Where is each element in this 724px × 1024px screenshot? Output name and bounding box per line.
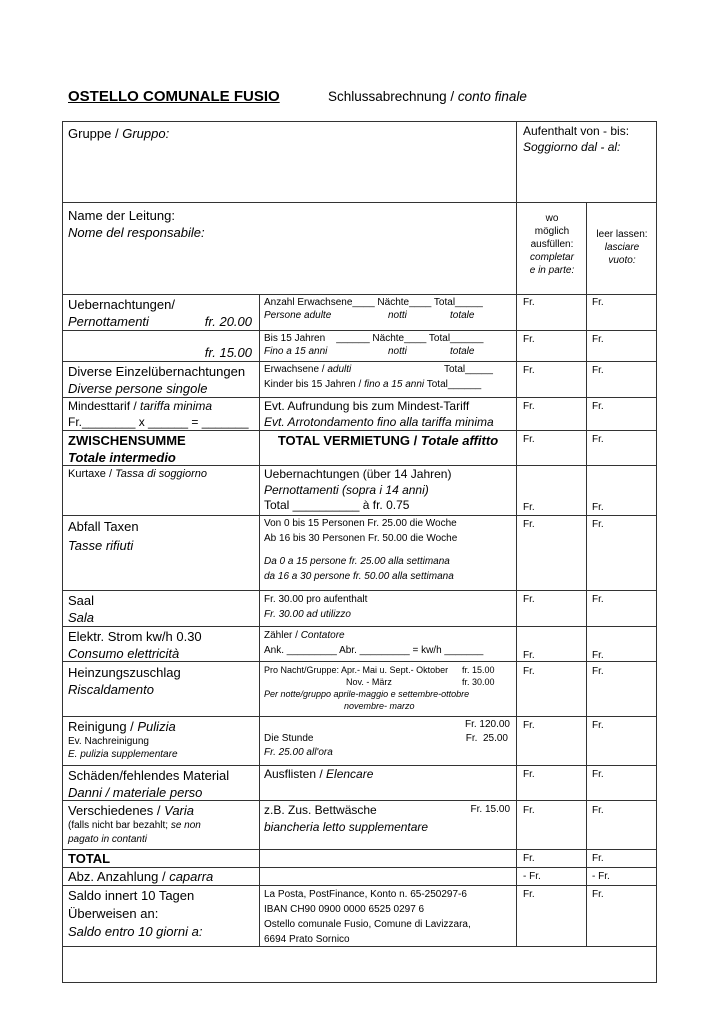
fr-b-mindest: Fr. [592,401,604,412]
saldo-bank-details: La Posta, PostFinance, Konto n. 65-250297-6 IBAN CH90 0900 0000 6525 0297 6 Ostello comunale Fusio, Comune di Lavizzara, 6694 Prato Sornico [264,889,471,945]
fr-a-verschiedenes: Fr. [523,805,535,816]
kurtaxe-label: Kurtaxe / Tassa di soggiorno [68,468,208,480]
fr-b-verschiedenes: Fr. [592,805,604,816]
fr-b-anzahlung: - Fr. [592,871,610,882]
zwischen-right: TOTAL VERMIETUNG / Totale affitto [277,433,499,448]
schaeden-label: Schäden/fehlendes Material Danni / materiale perso [68,768,230,800]
fr-a-reinigung: Fr. [523,720,535,731]
moeglich-header: wo möglich ausfüllen: completar e in parte: [529,213,575,276]
zwischen-label: ZWISCHENSUMME Totale intermedio [68,433,186,465]
fr-a-saldo: Fr. [523,889,535,900]
fr-a-saal: Fr. [523,594,535,605]
mindest-right: Evt. Aufrundung bis zum Mindest-Tariff Evt. Arrotondamento fino alla tariffa minima [264,399,494,429]
fr-a-diverse: Fr. [523,365,535,376]
fr-a-schaeden: Fr. [523,769,535,780]
aufenthalt-label: Aufenthalt von - bis: Soggiorno dal - al: [523,124,630,154]
fr-b-diverse: Fr. [592,365,604,376]
fr-a-kurtaxe: Fr. [523,502,535,513]
kurtaxe-rows: Uebernachtungen (über 14 Jahren) Pernottamenti (sopra i 14 anni) Total __________ à fr. 0.75 [264,467,452,512]
fr-b-zwischen: Fr. [592,434,604,445]
total-label: TOTAL [68,851,111,866]
uebernacht-label: Uebernachtungen/ Pernottamenti fr. 20.00 [68,297,252,329]
diverse-rows: Erwachsene / adulti Total_____ Kinder bis 15 Jahren / fino a 15 anni Total______ [264,364,493,390]
reinigung-rows: Fr. 120.00 Die Stunde Fr. 25.00 Fr. 25.00 all'ora [264,719,510,758]
fr-b-abfall: Fr. [592,519,604,530]
leitung-label: Name der Leitung: Nome del responsabile: [68,208,205,240]
abfall-rows: Von 0 bis 15 Personen Fr. 25.00 die Woche Ab 16 bis 30 Personen Fr. 50.00 die Woche Da 0 a 15 persone fr. 25.00 alla settimana da 16 a 30 persone fr. 50.00 alla settimana [264,518,458,582]
strom-label: Elektr. Strom kw/h 0.30 Consumo elettricità [68,629,202,661]
fr-a-uebernacht1: Fr. [523,297,535,308]
verschiedenes-label: Verschiedenes / Varia (falls nicht bar bezahlt; se non pagato in contanti [68,803,201,845]
fr-a-zwischen: Fr. [523,434,535,445]
fr-a-heizung: Fr. [523,666,535,677]
document-subtitle: Schlussabrechnung / conto finale [328,89,527,104]
fr-a-anzahlung: - Fr. [523,871,541,882]
reinigung-label: Reinigung / Pulizia Ev. Nachreinigung E. pulizia supplementare [68,719,178,760]
fr-a-mindest: Fr. [523,401,535,412]
aufenthalt-field[interactable] [518,158,655,200]
fr-b-strom: Fr. [592,650,604,661]
fr-b-uebernacht2: Fr. [592,334,604,345]
diverse-label: Diverse Einzelübernachtungen Diverse persone singole [68,364,246,396]
uebernacht-row1: Anzahl Erwachsene____ Nächte____ Total_____ Persone adulte notti totale [264,297,483,321]
saldo-label: Saldo innert 10 Tagen Überweisen an: Saldo entro 10 giorni a: [68,888,203,939]
fr-b-saal: Fr. [592,594,604,605]
heizung-label: Heinzungszuschlag Riscaldamento [68,665,181,697]
fr-b-heizung: Fr. [592,666,604,677]
gruppe-label: Gruppe / Gruppo: [68,126,170,141]
heizung-rows: Pro Nacht/Gruppe: Apr.- Mai u. Sept.- Oktober fr. 15.00 Nov. - März fr. 30.00 Per notte/gruppo aprile-maggio e settembre-ottobre novembre- marzo [264,665,495,711]
fr-b-reinigung: Fr. [592,720,604,731]
fr-a-strom: Fr. [523,650,535,661]
uebernacht-row2: Bis 15 Jahren ______ Nächte____ Total______ Fino a 15 anni notti totale [264,333,484,357]
gruppe-field[interactable] [64,141,514,199]
uebernacht-price2: fr. 15.00 [204,345,252,360]
strom-rows: Zähler / Contatore Ank. _________ Abr. _________ = kw/h _______ [264,630,484,656]
abfall-label: Abfall Taxen Tasse rifiuti [68,519,139,553]
fr-b-kurtaxe: Fr. [592,502,604,513]
verschiedenes-right: z.B. Zus. Bettwäsche Fr. 15.00 biancheria letto supplementare [264,803,510,834]
document-title: OSTELLO COMUNALE FUSIO [68,88,280,105]
saal-label: Saal Sala [68,593,95,625]
saal-rows: Fr. 30.00 pro aufenthalt Fr. 30.00 ad utilizzo [264,594,368,620]
fr-b-schaeden: Fr. [592,769,604,780]
fr-a-uebernacht2: Fr. [523,334,535,345]
fr-a-abfall: Fr. [523,519,535,530]
leer-header: leer lassen: lasciare vuoto: [596,229,648,266]
anzahlung-label: Abz. Anzahlung / caparra [68,869,214,884]
fr-b-total: Fr. [592,853,604,864]
mindest-label: Mindesttarif / tariffa minima Fr.________ x ______ = _______ [68,399,249,429]
fr-a-total: Fr. [523,853,535,864]
fr-b-saldo: Fr. [592,889,604,900]
schaeden-right: Ausflisten / Elencare [264,767,374,781]
fr-b-uebernacht1: Fr. [592,297,604,308]
document-header [68,88,668,110]
